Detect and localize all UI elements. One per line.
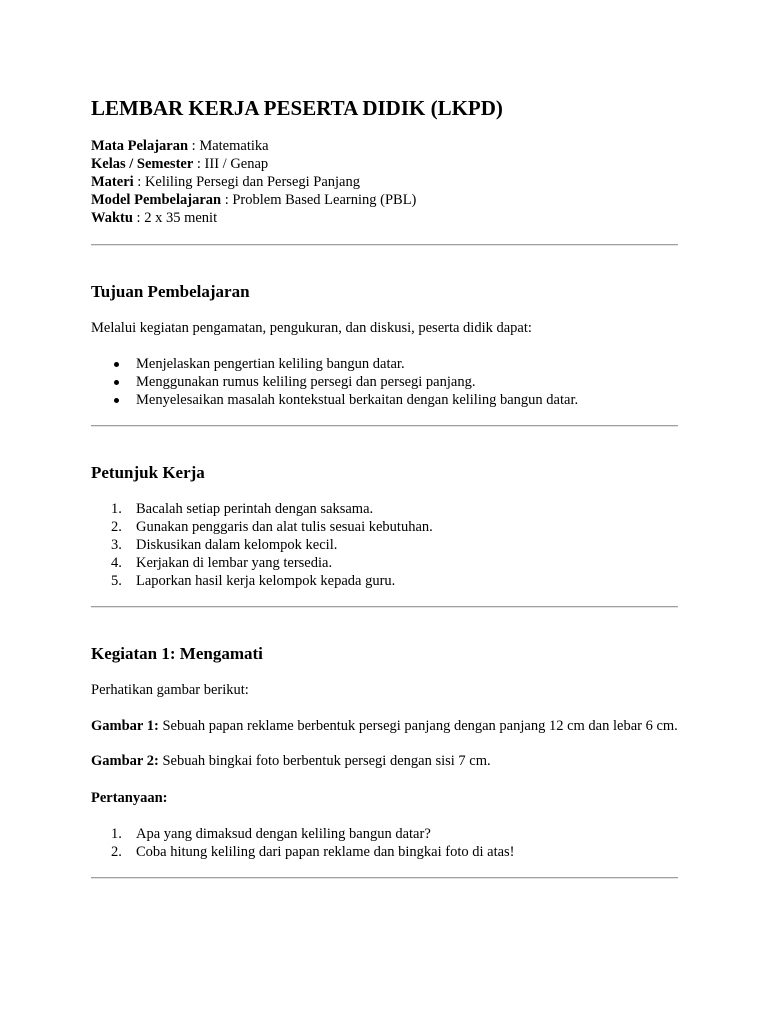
- pertanyaan-heading: Pertanyaan:: [91, 790, 168, 806]
- list-item-text: Kerjakan di lembar yang tersedia.: [136, 555, 333, 571]
- meta-label: Model Pembelajaran: [91, 192, 222, 208]
- list-item: [91, 500, 433, 518]
- meta-value: : III / Genap: [193, 156, 269, 172]
- gambar-2-description: [91, 752, 678, 770]
- section-heading-petunjuk: Petunjuk Kerja: [91, 463, 205, 482]
- kegiatan1-intro: Perhatikan gambar berikut:: [91, 682, 249, 698]
- bullet-icon: [114, 380, 119, 385]
- meta-label: Materi: [91, 174, 134, 190]
- list-item-text: Apa yang dimaksud dengan keliling bangun datar?: [136, 826, 431, 842]
- divider: [91, 425, 678, 427]
- list-item: [91, 373, 578, 391]
- gambar-1-text: Sebuah papan reklame berbentuk persegi panjang dengan panjang 12 cm dan lebar 6 cm.: [158, 718, 678, 734]
- list-item: [91, 391, 578, 409]
- divider: [91, 244, 678, 246]
- meta-value: : Problem Based Learning (PBL): [221, 192, 417, 208]
- list-item-text: Menjelaskan pengertian keliling bangun datar.: [136, 356, 405, 372]
- gambar-1-description: [91, 717, 678, 735]
- section-heading-kegiatan1: Kegiatan 1: Mengamati: [91, 644, 263, 663]
- meta-value: : Keliling Persegi dan Persegi Panjang: [133, 174, 360, 190]
- list-number: 1.: [111, 826, 122, 842]
- meta-info: [91, 137, 416, 227]
- meta-row-time: [91, 209, 416, 227]
- meta-label: Mata Pelajaran: [91, 138, 189, 154]
- pertanyaan-list: [91, 825, 515, 861]
- meta-label: Waktu: [91, 210, 133, 226]
- tujuan-list: [91, 355, 578, 409]
- list-item-text: Coba hitung keliling dari papan reklame dan bingkai foto di atas!: [136, 844, 515, 860]
- list-number: 3.: [111, 537, 122, 553]
- gambar-2-text: Sebuah bingkai foto berbentuk persegi dengan sisi 7 cm.: [158, 753, 491, 769]
- list-number: 2.: [111, 519, 122, 535]
- list-item: [91, 355, 578, 373]
- list-number: 1.: [111, 501, 122, 517]
- list-item: [91, 536, 433, 554]
- list-item: [91, 825, 515, 843]
- bullet-icon: [114, 362, 119, 367]
- list-item-text: Bacalah setiap perintah dengan saksama.: [136, 501, 374, 517]
- list-number: 4.: [111, 555, 122, 571]
- meta-row-subject: [91, 137, 416, 155]
- bullet-icon: [114, 398, 119, 403]
- list-item: [91, 518, 433, 536]
- list-item-text: Gunakan penggaris dan alat tulis sesuai kebutuhan.: [136, 519, 433, 535]
- list-item-text: Menggunakan rumus keliling persegi dan persegi panjang.: [136, 374, 476, 390]
- petunjuk-list: [91, 500, 433, 590]
- meta-value: : 2 x 35 menit: [132, 210, 218, 226]
- meta-row-class: [91, 155, 416, 173]
- meta-value: : Matematika: [188, 138, 269, 154]
- list-number: 5.: [111, 573, 122, 589]
- meta-row-model: [91, 191, 416, 209]
- meta-row-material: [91, 173, 416, 191]
- list-item-text: Diskusikan dalam kelompok kecil.: [136, 537, 338, 553]
- list-number: 2.: [111, 844, 122, 860]
- section-heading-tujuan: Tujuan Pembelajaran: [91, 282, 250, 301]
- divider: [91, 606, 678, 608]
- pertanyaan-label: [91, 789, 678, 807]
- divider: [91, 877, 678, 879]
- gambar-1-label: Gambar 1:: [91, 718, 159, 734]
- document-title: LEMBAR KERJA PESERTA DIDIK (LKPD): [91, 96, 503, 120]
- list-item: [91, 843, 515, 861]
- meta-label: Kelas / Semester: [91, 156, 194, 172]
- list-item-text: Menyelesaikan masalah kontekstual berkaitan dengan keliling bangun datar.: [136, 392, 579, 408]
- list-item: [91, 572, 433, 590]
- list-item: [91, 554, 433, 572]
- gambar-2-label: Gambar 2:: [91, 753, 159, 769]
- list-item-text: Laporkan hasil kerja kelompok kepada guru.: [136, 573, 396, 589]
- tujuan-intro: Melalui kegiatan pengamatan, pengukuran, dan diskusi, peserta didik dapat:: [91, 320, 532, 336]
